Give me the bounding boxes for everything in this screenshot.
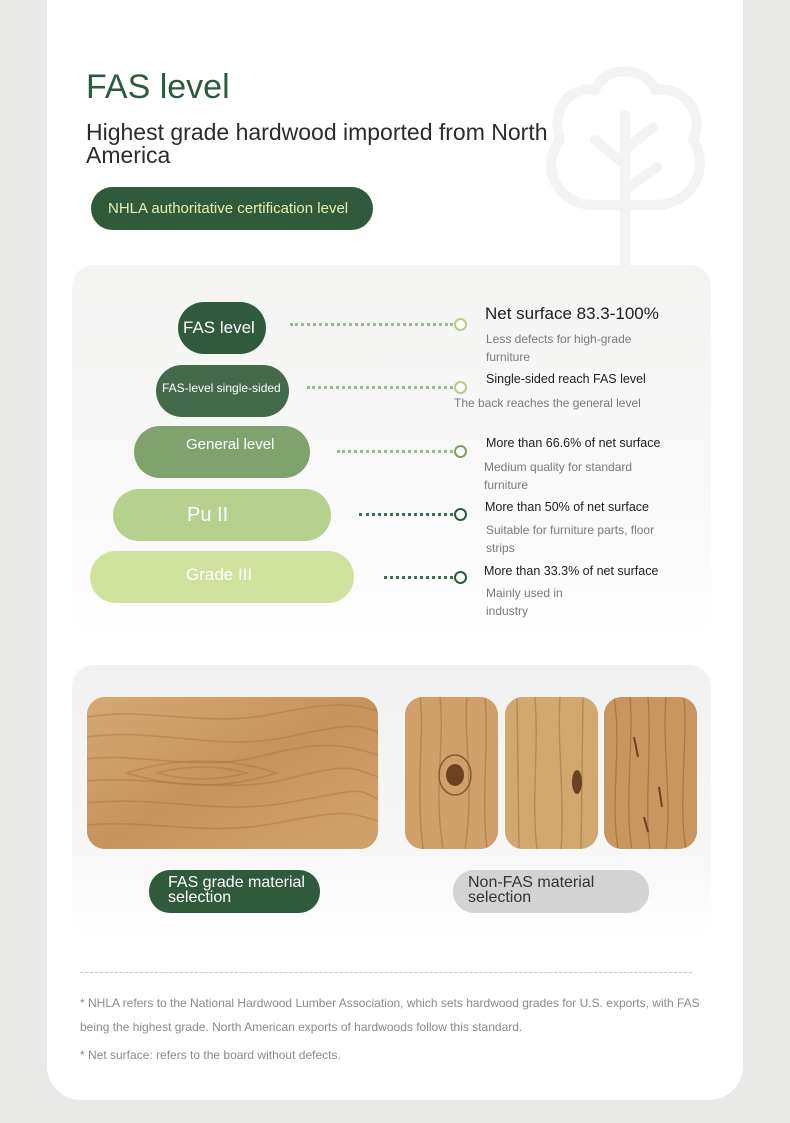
connector-line — [359, 513, 453, 516]
grade-pill-fas: FAS level — [178, 302, 266, 354]
fas-selection-caption: FAS grade material selection — [149, 870, 320, 913]
non-fas-wood-sample-image — [604, 697, 697, 849]
grade-pill-fas-single-sided: FAS-level single-sided — [156, 365, 289, 417]
grade-pill-grade-iii: Grade III — [90, 551, 354, 603]
connector-marker — [454, 318, 467, 331]
footer-divider — [80, 972, 692, 973]
grade-pill-general: General level — [134, 426, 310, 478]
connector-line — [290, 323, 453, 326]
connector-marker — [454, 445, 467, 458]
page-subtitle: Highest grade hardwood imported from North America — [86, 119, 548, 168]
grade-description-note: Less defects for high-grade furniture — [486, 332, 632, 364]
net-surface-footnote: * Net surface: refers to the board without defects. — [80, 1048, 341, 1062]
connector-line — [307, 386, 453, 389]
grade-description-title: Single-sided reach FAS level — [486, 372, 646, 386]
grade-description-note: The back reaches the general level — [454, 396, 641, 410]
certification-badge: NHLA authoritative certification level — [91, 187, 373, 230]
grade-description-title: More than 50% of net surface — [485, 500, 649, 514]
fas-wood-sample-image — [87, 697, 378, 849]
grade-description-title: More than 33.3% of net surface — [484, 564, 659, 578]
grade-description-note: Suitable for furniture parts, floor strips — [486, 523, 655, 555]
non-fas-selection-caption: Non-FAS material selection — [453, 870, 649, 913]
nhla-footnote: * NHLA refers to the National Hardwood Lumber Association, which sets hardwood grades for U.S. exports, with FAS being the highest grade. North American exports of hardwoods follow this standard. — [80, 996, 700, 1034]
connector-marker — [454, 508, 467, 521]
page-title: FAS level — [86, 68, 230, 106]
connector-line — [337, 450, 453, 453]
connector-line — [384, 576, 453, 579]
grade-description-title: More than 66.6% of net surface — [486, 436, 661, 450]
grade-description-note: Medium quality for standard furniture — [484, 460, 633, 492]
connector-marker — [454, 571, 467, 584]
non-fas-wood-sample-image — [405, 697, 498, 849]
non-fas-wood-sample-image — [505, 697, 598, 849]
grade-pill-pu-ii: Pu II — [113, 489, 331, 541]
grade-description-title: Net surface 83.3-100% — [485, 304, 659, 323]
grade-description-note: Mainly used in industry — [486, 586, 563, 618]
connector-marker — [454, 381, 467, 394]
